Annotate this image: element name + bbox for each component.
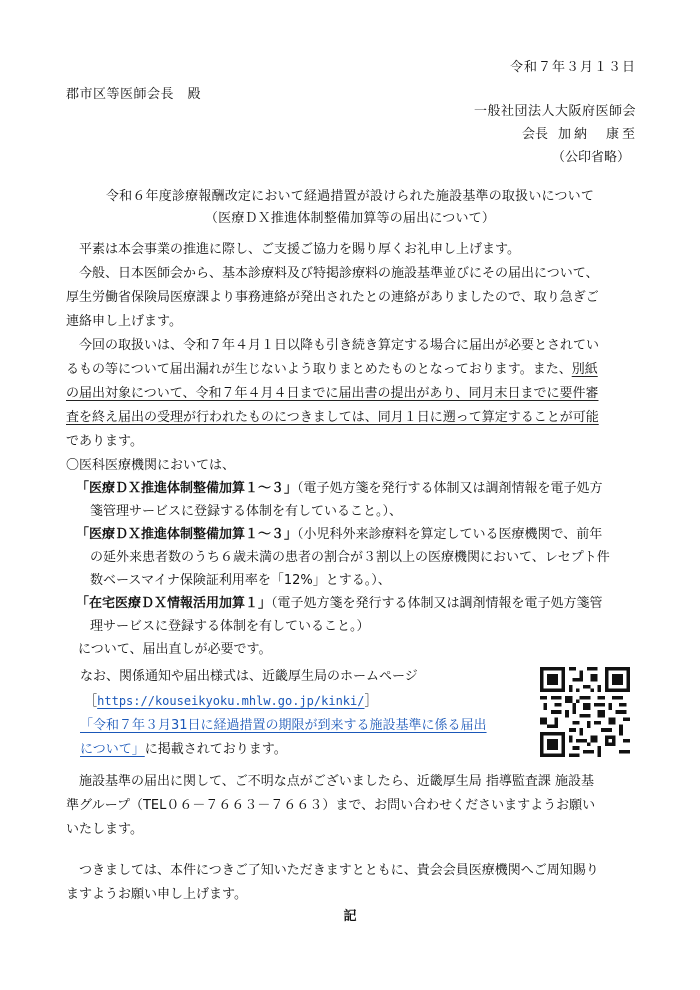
ki-heading: 記 bbox=[343, 909, 357, 924]
paragraph-line: 連絡申し上げます。 bbox=[66, 314, 182, 329]
paragraph-line bbox=[66, 358, 636, 382]
list-item bbox=[66, 477, 610, 500]
item-name: 「医療ＤＸ推進体制整備加算１～３」 bbox=[76, 527, 298, 542]
notice-document-link[interactable]: 「令和７年３月31日に経過措置の期限が到来する施設基準に係る届出 bbox=[80, 718, 487, 733]
item-text: 数ベースマイナ保険証利用率を「12%」とする。）、 bbox=[90, 573, 391, 588]
item-name: 「在宅医療ＤＸ情報活用加算１」 bbox=[76, 596, 272, 611]
homepage-url-line bbox=[80, 689, 487, 714]
notice-link-line bbox=[80, 714, 487, 738]
signer-role: 会長 bbox=[522, 127, 549, 142]
paragraph-line: 厚生労働省保険局医療課より事務連絡が発出されたとの連絡がありましたので、取り急ぎご bbox=[66, 290, 599, 305]
notice-document-link-cont[interactable]: について」 bbox=[80, 742, 145, 757]
item-name: 「医療ＤＸ推進体制整備加算１～３」 bbox=[76, 481, 298, 496]
signer-name: 加納 康至 bbox=[558, 127, 639, 142]
signer bbox=[522, 123, 638, 142]
paragraph-line: 今般、日本医師会から、基本診療料及び特掲診療料の施設基準並びにその届出について、 bbox=[79, 266, 599, 281]
underlined-line: の届出対象について、令和７年４月４日までに届出書の提出があり、同月末日までに要件審 bbox=[66, 386, 599, 401]
section-tail: について、届出直しが必要です。 bbox=[78, 642, 272, 657]
paragraph-text: るもの等について届出漏れが生じないよう取りまとめたものとなっております。また、 bbox=[66, 362, 572, 377]
notice-text: に掲載されております。 bbox=[144, 742, 287, 757]
list-item bbox=[66, 592, 610, 615]
homepage-link[interactable]: https://kouseikyoku.mhlw.go.jp/kinki/ bbox=[97, 694, 365, 708]
reference-notice bbox=[80, 665, 487, 762]
item-text: （電子処方箋を発行する体制又は調剤情報を電子処方 bbox=[297, 481, 603, 496]
addressee: 郡市区等医師会長 殿 bbox=[66, 87, 202, 102]
section-intro: 〇医科医療機関においては、 bbox=[66, 458, 236, 473]
notice-link-line bbox=[80, 738, 487, 762]
bracket-open: ［ bbox=[84, 694, 98, 709]
greeting-paragraph bbox=[66, 238, 636, 262]
handling-paragraph bbox=[66, 334, 636, 454]
bracket-close: ］ bbox=[364, 694, 378, 709]
item-text: 理サービスに登録する体制を有していること。） bbox=[90, 619, 370, 634]
list-item bbox=[66, 523, 610, 546]
notice-paragraph bbox=[66, 262, 636, 334]
paragraph-line: であります。 bbox=[66, 434, 143, 449]
document-date: 令和７年３月１３日 bbox=[510, 60, 637, 75]
medical-institution-section bbox=[66, 454, 610, 661]
document-subtitle: （医療ＤＸ推進体制整備加算等の届出について） bbox=[204, 211, 496, 226]
contact-paragraph bbox=[66, 770, 636, 842]
paragraph-line: ますようお願い申し上げます。 bbox=[66, 887, 247, 902]
notice-line: なお、関係通知や届出様式は、近畿厚生局のホームページ bbox=[80, 669, 418, 684]
item-text: 箋管理サービスに登録する体制を有していること。）、 bbox=[90, 504, 403, 519]
document-title: 令和６年度診療報酬改定において経過措置が設けられた施設基準の取扱いについて bbox=[105, 189, 595, 204]
seal-omission-note: （公印省略） bbox=[552, 150, 631, 165]
sender-organization: 一般社団法人大阪府医師会 bbox=[474, 104, 637, 119]
closing-paragraph bbox=[66, 859, 636, 907]
paragraph-line: 施設基準の届出に関して、ご不明な点がございましたら、近畿厚生局 指導監査課 施設基 bbox=[79, 774, 595, 789]
paragraph-line: つきましては、本件につきご了知いただきますとともに、貴会会員医療機関へご周知賜り bbox=[79, 863, 599, 878]
item-text: の延外来患者数のうち６歳未満の患者の割合が３割以上の医療機関において、レセプト件 bbox=[90, 550, 610, 565]
item-text: （小児科外来診療料を算定している医療機関で、前年 bbox=[297, 527, 603, 542]
paragraph-line: 準グループ（TEL０６－７６６３－７６６３）まで、お問い合わせくださいますようお願い bbox=[66, 798, 596, 813]
qr-code-icon[interactable] bbox=[540, 667, 630, 757]
paragraph-line: 今回の取扱いは、令和７年４月１日以降も引き続き算定する場合に届出が必要とされてい bbox=[79, 338, 600, 353]
item-text: （電子処方箋を発行する体制又は調剤情報を電子処方箋管 bbox=[271, 596, 603, 611]
attachment-reference: 別紙 bbox=[571, 362, 598, 377]
underlined-line: 査を終え届出の受理が行われたものにつきましては、同月１日に遡って算定することが可能 bbox=[66, 410, 599, 425]
paragraph-line: いたします。 bbox=[66, 822, 143, 837]
paragraph-line: 平素は本会事業の推進に際し、ご支援ご協力を賜り厚くお礼申し上げます。 bbox=[79, 242, 520, 257]
